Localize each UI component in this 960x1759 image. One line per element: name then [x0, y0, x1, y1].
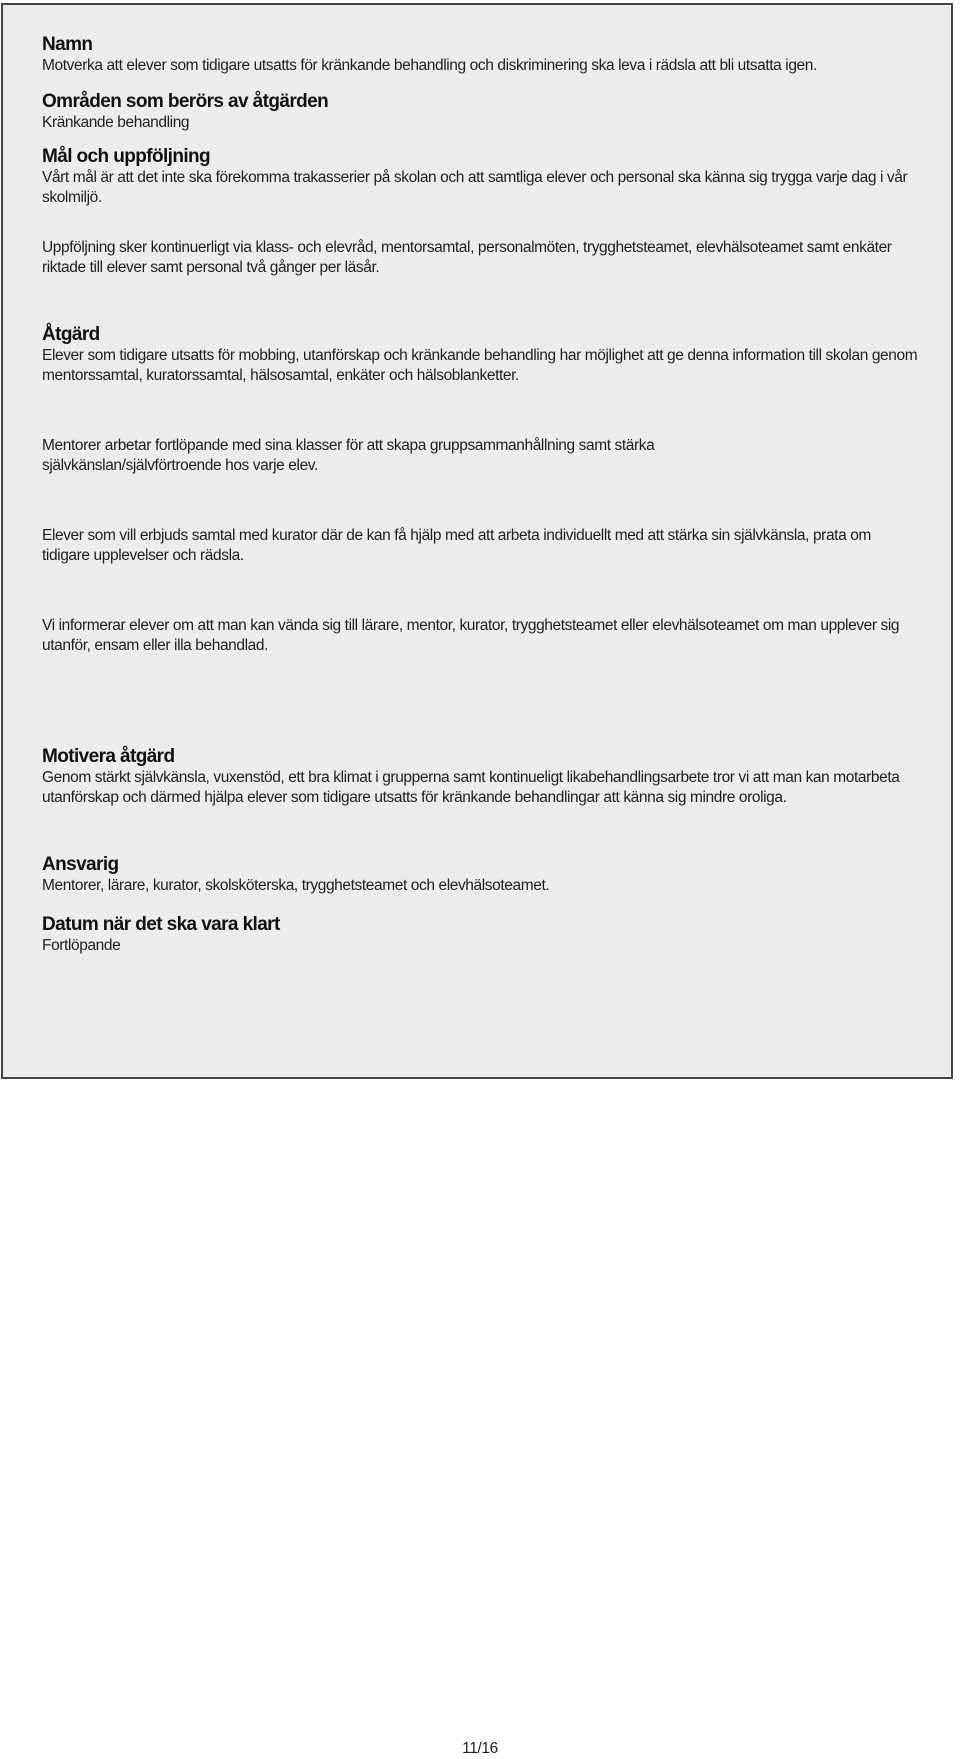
ansvarig-heading: Ansvarig [42, 854, 119, 875]
section-datum [42, 914, 922, 956]
section-mal [42, 146, 922, 278]
atgard-paragraph: Mentorer arbetar fortlöpande med sina klasser för att skapa gruppsammanhållning samt stärka självkänslan/självförtroende hos varje elev. [42, 437, 655, 474]
measure-box [1, 3, 953, 1079]
mal-paragraph: Vårt mål är att det inte ska förekomma trakasserier på skolan och att samtliga elever och personal ska känna sig trygga varje dag i vår skolmiljö. [42, 169, 908, 206]
datum-text: Fortlöpande [42, 937, 121, 954]
motivera-text: Genom stärkt självkänsla, vuxenstöd, ett bra klimat i grupperna samt kontinueligt likabehandlingsarbete tror vi att man kan motarbeta utanförskap och därmed hjälpa elever som tidigare utsatts för kränkande behandlingar att känna sig mindre oroliga. [42, 769, 900, 806]
atgard-paragraph: Elever som tidigare utsatts för mobbing, utanförskap och kränkande behandling har möjlighet att ge denna information till skolan genom mentorssamtal, kuratorssamtal, hälsosamtal, enkäter och hälsoblanketter. [42, 347, 918, 384]
atgard-paragraph: Elever som vill erbjuds samtal med kurator där de kan få hjälp med att arbeta individuellt med att stärka sin självkänsla, prata om tidigare upplevelser och rädsla. [42, 527, 871, 564]
page-number: 11/16 [462, 1740, 498, 1757]
section-atgard [42, 324, 922, 656]
section-omraden [42, 91, 922, 133]
section-motivera [42, 746, 922, 808]
omraden-heading: Områden som berörs av åtgärden [42, 91, 329, 112]
section-ansvarig [42, 854, 922, 896]
atgard-heading: Åtgärd [42, 324, 100, 345]
measure-content [42, 34, 922, 956]
mal-heading: Mål och uppföljning [42, 146, 211, 167]
omraden-text: Kränkande behandling [42, 114, 190, 131]
namn-text: Motverka att elever som tidigare utsatts för kränkande behandling och diskriminering ska leva i rädsla att bli utsatta igen. [42, 57, 817, 74]
ansvarig-text: Mentorer, lärare, kurator, skolsköterska, trygghetsteamet och elevhälsoteamet. [42, 877, 550, 894]
section-namn [42, 34, 922, 76]
mal-paragraph: Uppföljning sker kontinuerligt via klass- och elevråd, mentorsamtal, personalmöten, trygghetsteamet, elevhälsoteamet samt enkäter riktade till elever samt personal två gånger per läsår. [42, 239, 892, 276]
datum-heading: Datum när det ska vara klart [42, 914, 280, 935]
namn-heading: Namn [42, 34, 93, 55]
motivera-heading: Motivera åtgärd [42, 746, 175, 767]
atgard-paragraph: Vi informerar elever om att man kan vända sig till lärare, mentor, kurator, trygghetsteamet eller elevhälsoteamet om man upplever sig utanför, ensam eller illa behandlad. [42, 617, 900, 654]
